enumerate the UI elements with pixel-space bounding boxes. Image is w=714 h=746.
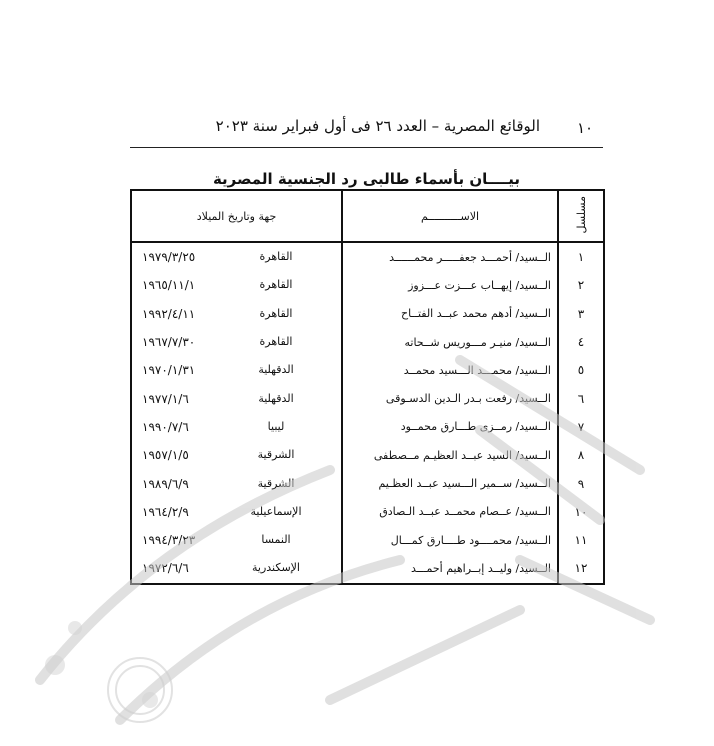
name-cell: الــسيد/ السيد عبــد العظيـم مــصطفى [342,441,558,469]
table-row [131,300,604,328]
birth-date: ١٩٧٢/٦/٦ [142,561,189,576]
birth-cell [131,300,342,328]
birth-cell [131,242,342,271]
serial-cell: ٨ [558,441,604,469]
serial-cell: ١٠ [558,498,604,526]
birth-date: ١٩٦٧/٧/٣٠ [142,335,196,350]
birth-place: الشرقية [257,476,295,490]
birth-cell [131,413,342,441]
table-row [131,441,604,469]
birth-date: ١٩٩٢/٤/١١ [142,306,196,321]
table-row [131,469,604,497]
name-cell: الــسيد/ وليــد إبــراهيم أحمـــد [342,554,558,583]
birth-place: ليبيا [267,419,285,433]
table-row [131,384,604,412]
table-row [131,498,604,526]
serial-cell: ٣ [558,300,604,328]
birth-cell [131,441,342,469]
name-cell: الــسيد/ عــصام محمــد عبــد الـصادق [342,498,558,526]
birth-date: ١٩٩٠/٧/٦ [142,419,189,434]
applicants-table [130,189,605,585]
birth-date: ١٩٨٩/٦/٩ [142,476,189,491]
serial-column-header [558,190,604,242]
name-cell: الــسيد/ رفعت بـدر الـدين الدسـوقى [342,384,558,412]
birth-place: القاهرة [259,335,293,349]
serial-cell: ٩ [558,469,604,497]
birth-cell [131,356,342,384]
birth-place: النمسا [261,533,291,547]
birth-date: ١٩٧٧/١/٦ [142,391,189,406]
name-cell: الــسيد/ ســمير الـــسيد عبــد العظـيم [342,469,558,497]
name-cell: الــسيد/ رمــزى طـــارق محمــود [342,413,558,441]
birth-cell [131,554,342,583]
name-column-header: الاســــــــــم [342,190,558,242]
table-row [131,526,604,554]
serial-cell: ١ [558,242,604,271]
table-row [131,328,604,356]
birth-cell [131,328,342,356]
serial-cell: ٥ [558,356,604,384]
running-title: الوقائع المصرية – العدد ٢٦ فى أول فبراير سنة ٢٠٢٣ [215,117,540,135]
birth-date: ١٩٦٤/٢/٩ [142,504,189,519]
serial-cell: ١١ [558,526,604,554]
name-cell: الــسيد/ منيـر مـــوريس شــحاته [342,328,558,356]
serial-header-label: مسلسل [574,195,588,234]
birth-date: ١٩٧٠/١/٣١ [142,363,196,378]
birth-cell [131,526,342,554]
birth-place: الدقهلية [258,363,294,377]
birth-place: القاهرة [259,306,293,320]
birth-cell [131,469,342,497]
serial-cell: ٧ [558,413,604,441]
header-divider [130,147,603,148]
name-cell: الــسيد/ أدهم محمد عبــد الفتــاح [342,300,558,328]
birth-place: الإسكندرية [252,561,300,575]
name-cell: الــسيد/ إيهــاب عـــزت عـــزوز [342,271,558,299]
page-number: ١٠ [577,119,594,137]
birth-cell [131,384,342,412]
serial-cell: ٦ [558,384,604,412]
table-row [131,356,604,384]
birth-place: الإسماعيلية [250,504,302,518]
serial-cell: ٤ [558,328,604,356]
table-header-row [131,190,604,242]
name-cell: الــسيد/ أحمـــد جعفـــــر محمــــــد [342,242,558,271]
document-title: بيــــان بأسماء طالبى رد الجنسية المصرية [212,170,521,188]
table-row [131,242,604,271]
birth-cell [131,498,342,526]
birth-date: ١٩٥٧/١/٥ [142,448,189,463]
name-cell: الــسيد/ محمـــد الـــسيد محمــد [342,356,558,384]
birth-column-header: جهة وتاريخ الميلاد [131,190,342,242]
table-row [131,554,604,583]
serial-cell: ١٢ [558,554,604,583]
name-cell: الــسيد/ محمــــود طــــارق كمـــال [342,526,558,554]
birth-date: ١٩٦٥/١١/١ [142,278,196,293]
table-row [131,271,604,299]
table-row [131,413,604,441]
table-body [131,242,604,584]
serial-cell: ٢ [558,271,604,299]
birth-date: ١٩٩٤/٣/٢٣ [142,533,196,548]
birth-cell [131,271,342,299]
birth-place: القاهرة [259,250,293,264]
birth-place: الشرقية [257,448,295,462]
birth-date: ١٩٧٩/٣/٢٥ [142,250,196,265]
birth-place: القاهرة [259,278,293,292]
birth-place: الدقهلية [258,391,294,405]
